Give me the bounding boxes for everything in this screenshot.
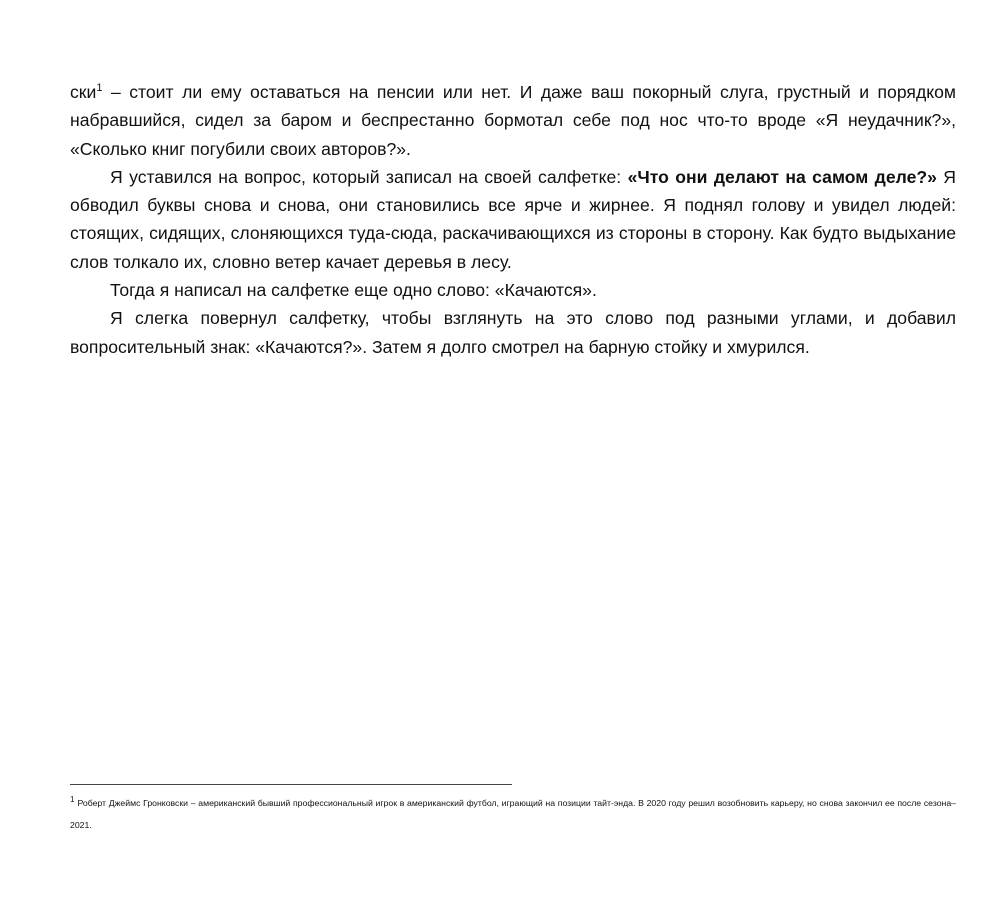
paragraph-2 bbox=[70, 163, 956, 276]
paragraph-2-tail: Я обводил буквы снова и снова, они становились все ярче и жирнее. Я поднял голову и увидел людей: стоящих, сидящих, слоняющихся туда-сюда, раскачивающихся из стороны в сторону. Как будто выдыхание слов толкало их, словно ветер качает деревья в лесу. bbox=[70, 166, 956, 272]
footnote bbox=[70, 792, 956, 836]
paragraph-2-lead: Я уставился на вопрос, который записал на своей салфетке: bbox=[110, 166, 628, 187]
paragraph-3: Тогда я написал на салфетке еще одно слово: «Качаются». bbox=[110, 280, 597, 301]
paragraph-4: Я слегка повернул салфетку, чтобы взглянуть на это слово под разными углами, и добавил вопросительный знак: «Качаются?». Затем я долго смотрел на барную стойку и хмурился. bbox=[70, 308, 956, 357]
paragraph-1 bbox=[70, 78, 956, 163]
paragraph-1-text: – стоит ли ему оставаться на пенсии или нет. И даже ваш покорный слуга, грустный и порядком набравшийся, сидел за баром и беспрестанно бормотал себе под нос что-то вроде «Я неудачник?», «Сколько книг погубили своих авторов?». bbox=[70, 82, 956, 159]
footnote-text: Роберт Джеймс Гронковски – американский бывший профессиональный игрок в американский футбол, играющий на позиции тайт-энда. В 2020 году решил возобновить карьеру, но снова закончил ее после сезона–2021. bbox=[70, 798, 956, 830]
footnote-divider bbox=[70, 784, 512, 785]
footnote-mark: 1 bbox=[70, 795, 75, 805]
main-text bbox=[70, 78, 956, 361]
paragraph-2-bold-question: «Что они делают на самом деле?» bbox=[627, 166, 937, 187]
footnote-reference: 1 bbox=[96, 82, 103, 95]
paragraph-1-start: ски bbox=[70, 82, 97, 102]
